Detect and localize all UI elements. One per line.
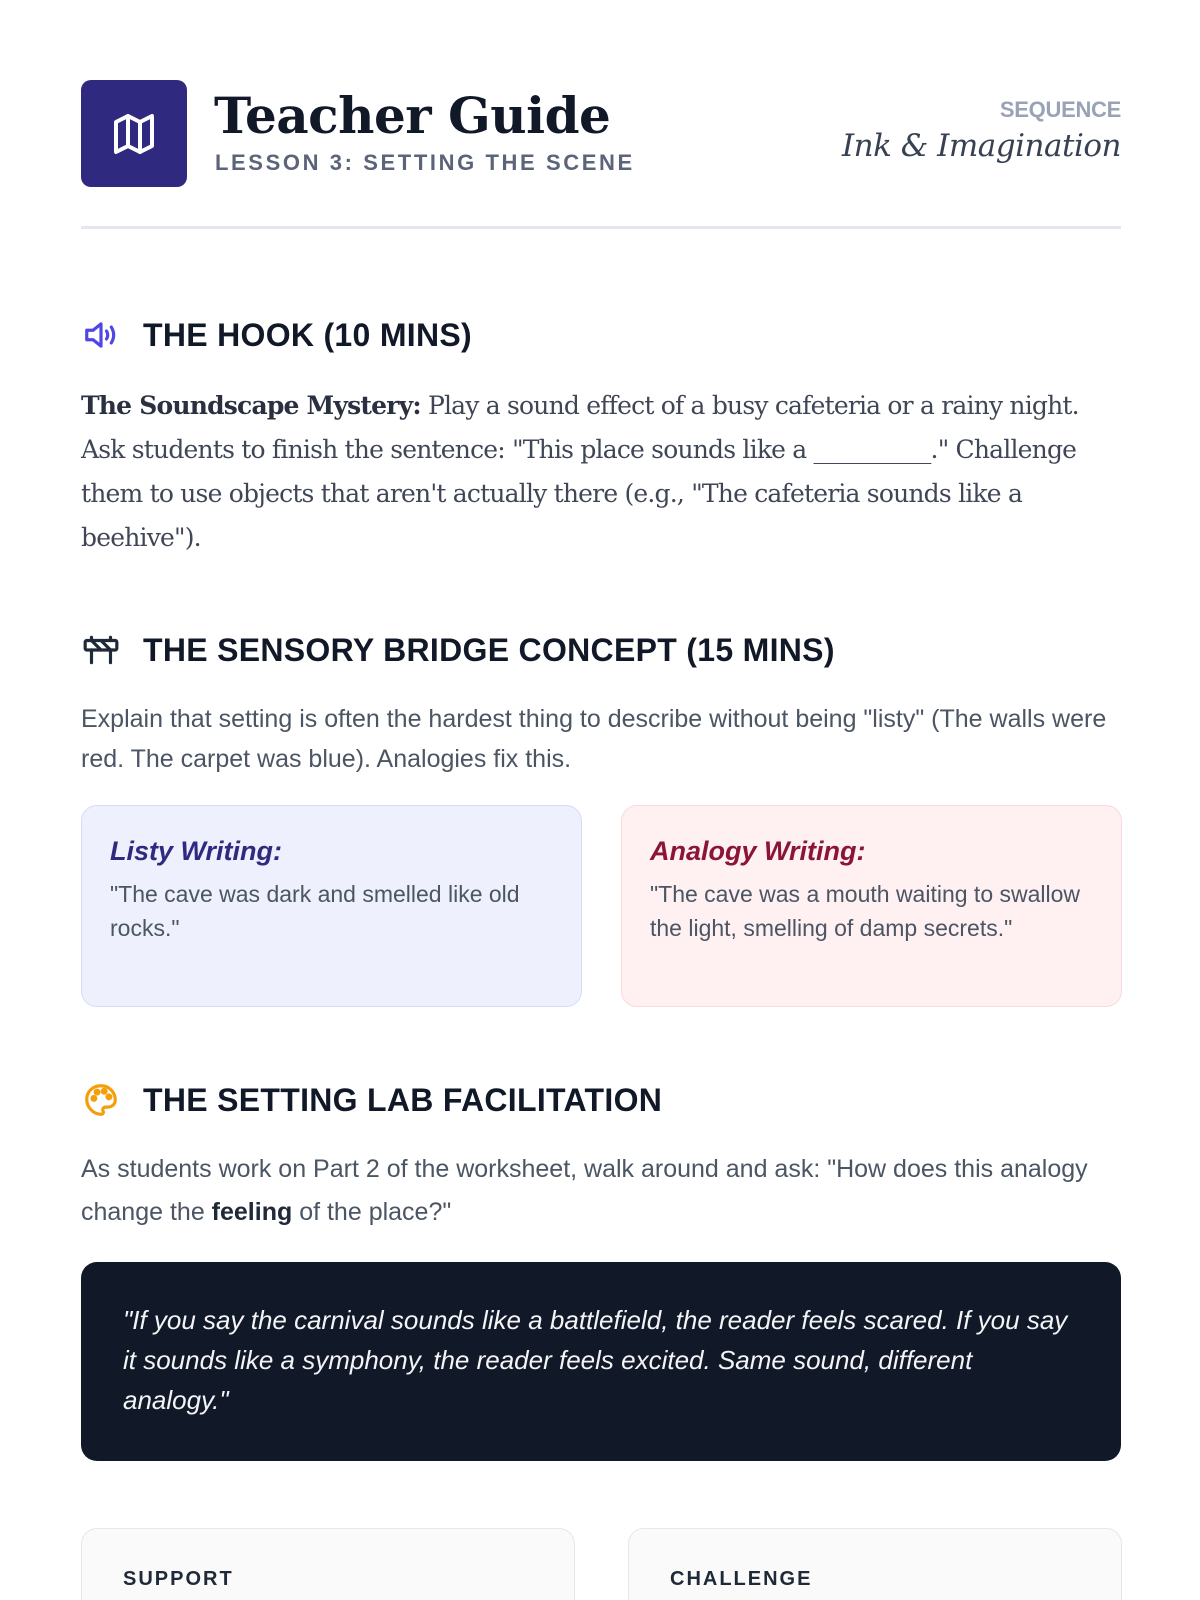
analogy-writing-card [621, 805, 1122, 1007]
listy-writing-card [81, 805, 582, 1007]
lesson-subtitle: LESSON 3: SETTING THE SCENE [215, 150, 635, 175]
header [81, 0, 1121, 229]
lab-body-bold: feeling [211, 1198, 293, 1226]
challenge-label: CHALLENGE [670, 1568, 813, 1590]
page-title: Teacher Guide [214, 86, 611, 145]
lab-heading [81, 1080, 662, 1120]
sequence-name: Ink & Imagination [841, 128, 1121, 164]
map-icon [110, 110, 158, 158]
analogy-writing-title: Analogy Writing: [650, 836, 866, 866]
challenge-card [628, 1528, 1122, 1600]
speaker-icon [81, 315, 121, 355]
bridge-icon [81, 630, 121, 670]
bridge-title: THE SENSORY BRIDGE CONCEPT (15 MINS) [143, 631, 835, 668]
lab-paragraph [81, 1148, 1121, 1234]
listy-writing-text: "The cave was dark and smelled like old rocks." [110, 881, 520, 941]
lab-body-before: As students work on Part 2 of the worksheet, walk around and ask: "How does this analogy change the [81, 1155, 1088, 1226]
bridge-heading [81, 630, 835, 670]
logo [81, 80, 187, 187]
hook-lead: The Soundscape Mystery: [81, 391, 421, 420]
quote-box [81, 1262, 1121, 1461]
listy-writing-title: Listy Writing: [110, 836, 282, 866]
palette-icon [81, 1080, 121, 1120]
lab-body-after: of the place?" [292, 1198, 452, 1226]
bridge-paragraph: Explain that setting is often the hardest thing to describe without being "listy" (The walls were red. The carpet was blue). Analogies fix this. [81, 705, 1107, 773]
teacher-guide-page [81, 0, 1121, 1590]
sequence-label: SEQUENCE [999, 97, 1121, 122]
lab-title: THE SETTING LAB FACILITATION [143, 1081, 663, 1118]
support-card [81, 1528, 575, 1600]
analogy-writing-text: "The cave was a mouth waiting to swallow the light, smelling of damp secrets." [650, 881, 1081, 941]
quote-text: "If you say the carnival sounds like a battlefield, the reader feels scared. If you say it sounds like a symphony, the reader feels excited. Same sound, different analogy." [123, 1305, 1068, 1415]
hook-heading [81, 315, 472, 355]
hook-paragraph [81, 384, 1121, 560]
hook-body: Play a sound effect of a busy cafeteria or a rainy night. Ask students to finish the sentence: "This place sounds like a __________." Challenge them to use objects that aren't actually there (e.g., "The cafeteria sounds like a beehive"). [81, 391, 1079, 552]
hook-title: THE HOOK (10 MINS) [143, 316, 472, 353]
support-label: SUPPORT [123, 1568, 234, 1590]
